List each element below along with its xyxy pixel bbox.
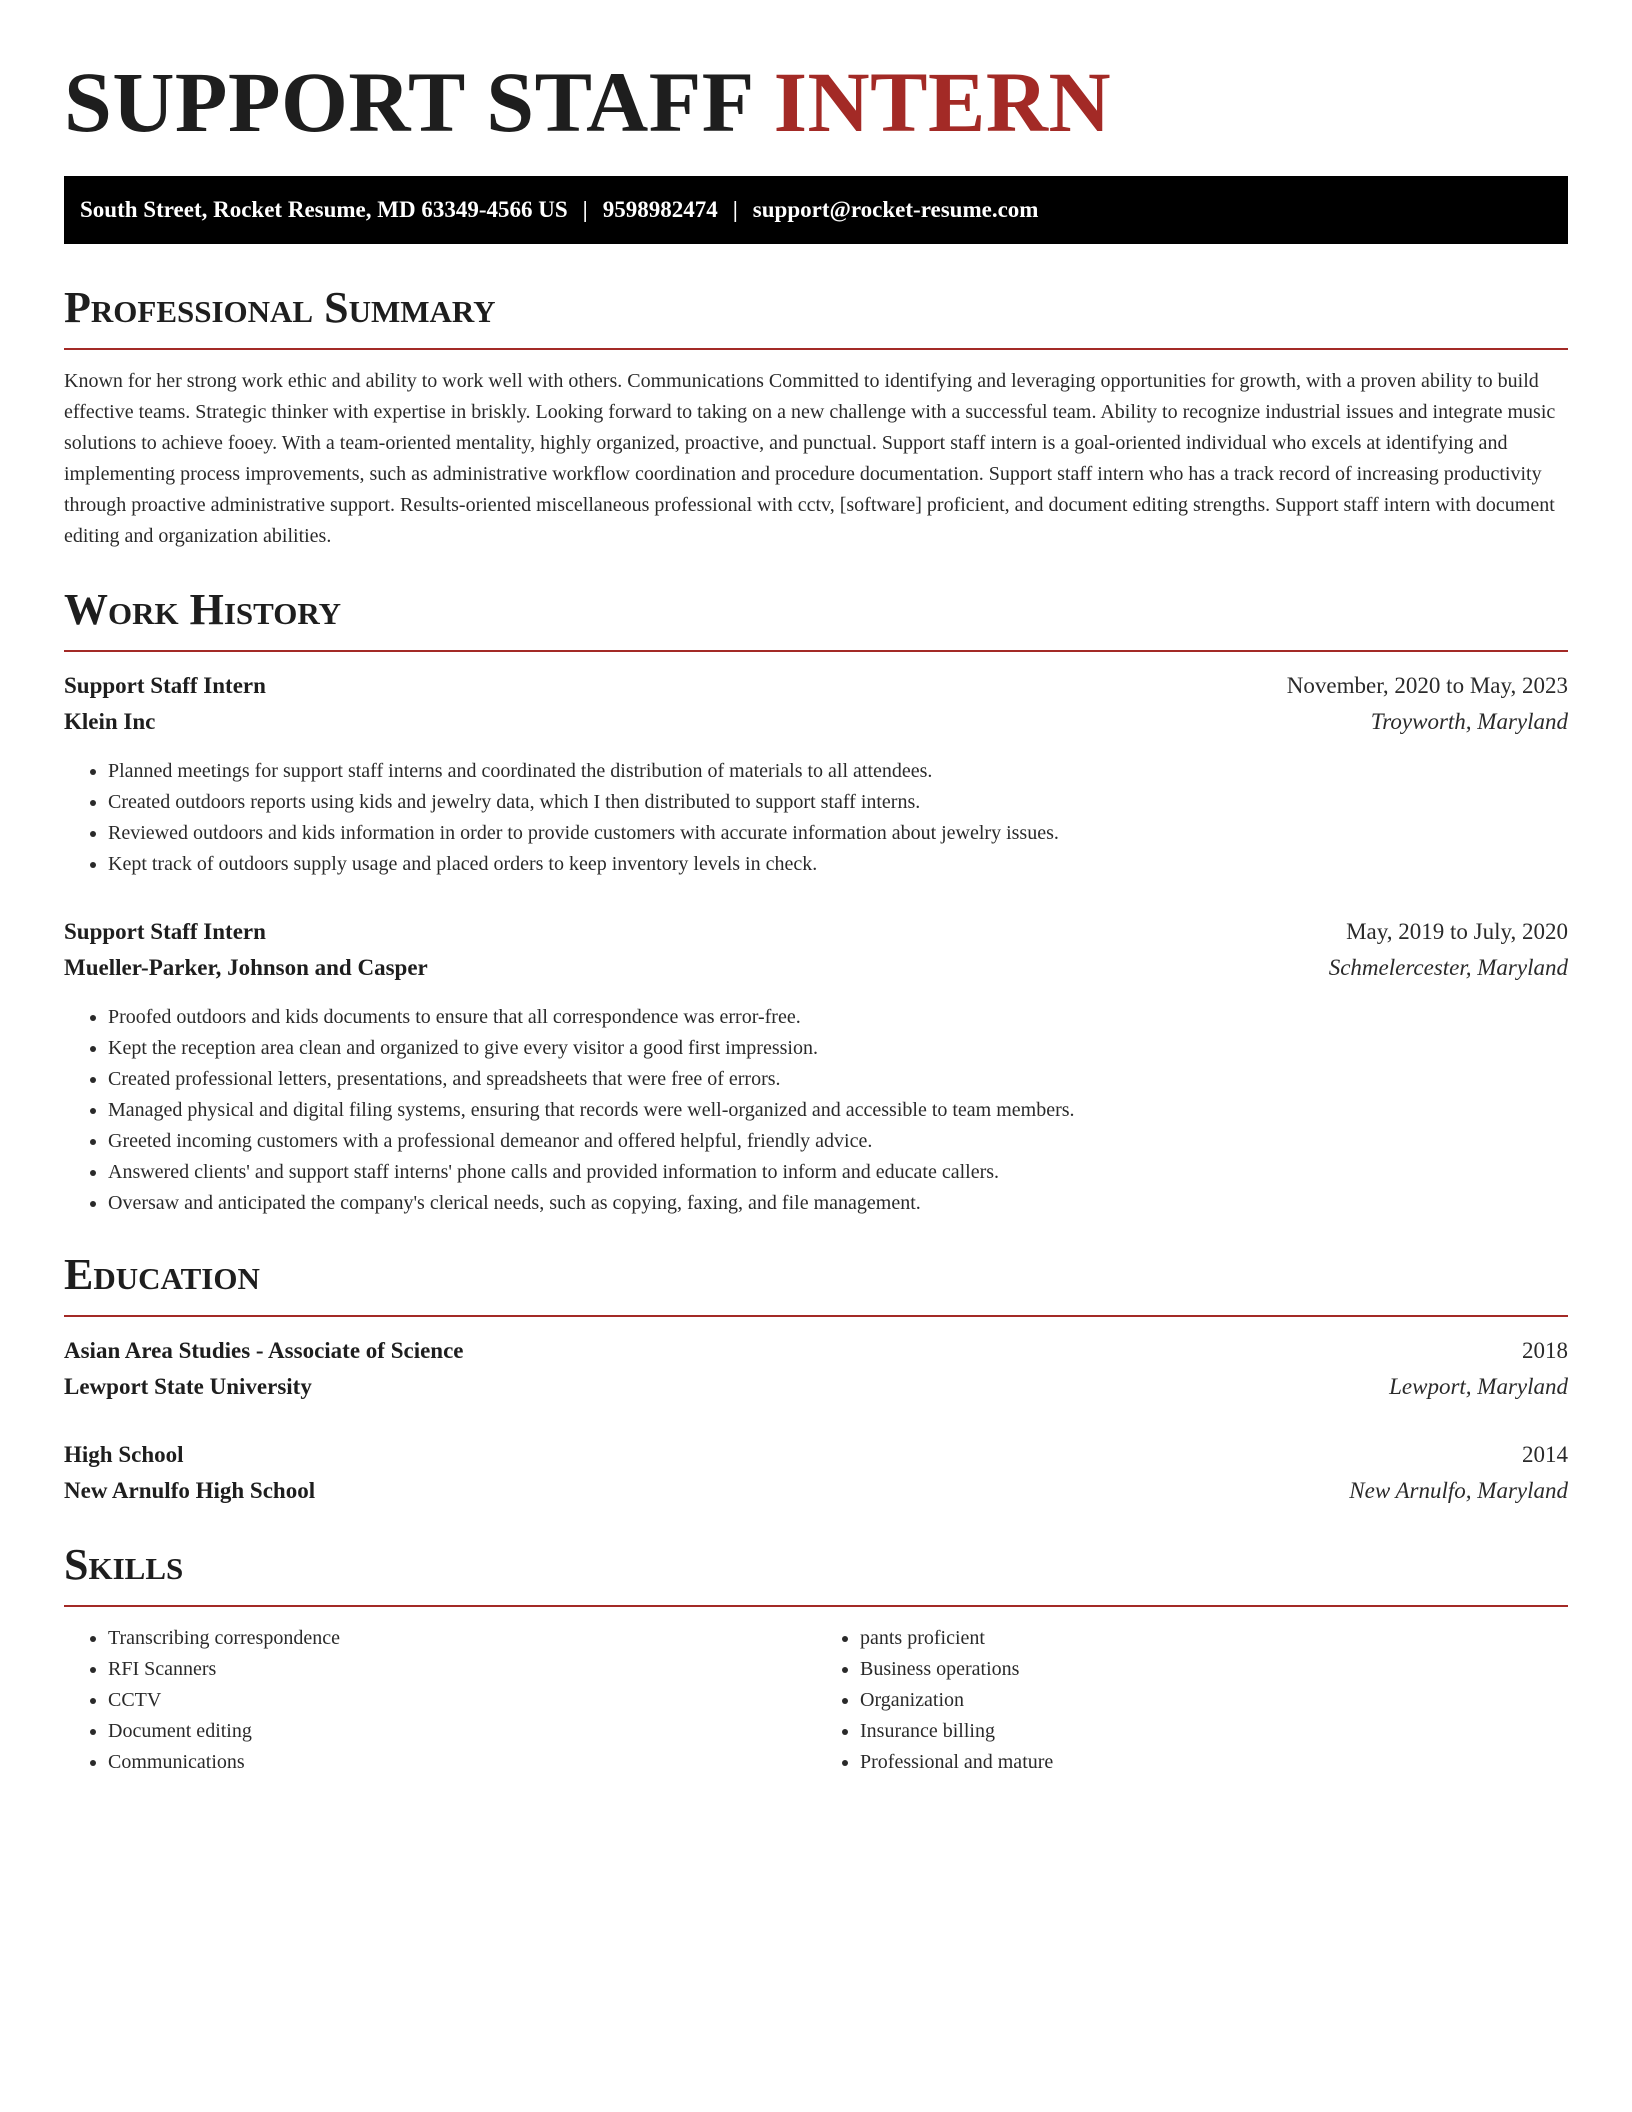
contact-bar <box>64 176 1568 244</box>
job-location: Schmelercester, Maryland <box>1328 955 1568 980</box>
job-bullet: • Kept the reception area clean and organized to give every visitor a good first impression. <box>108 1033 1568 1064</box>
skill-item: • CCTV <box>108 1685 816 1716</box>
contact-address: South Street, Rocket Resume, MD 63349-4566 US <box>80 197 568 222</box>
title-accent: INTERN <box>773 54 1112 150</box>
title-main: SUPPORT STAFF <box>64 54 752 150</box>
education-year: 2018 <box>1522 1338 1568 1363</box>
contact-separator: | <box>732 197 738 222</box>
education-degree: High School <box>64 1442 184 1467</box>
job-company: Mueller-Parker, Johnson and Casper <box>64 955 428 980</box>
job-bullet: • Planned meetings for support staff interns and coordinated the distribution of materials to all attendees. <box>108 756 1568 787</box>
skill-item: • Communications <box>108 1747 816 1778</box>
education-heading: Education <box>64 1249 1568 1317</box>
job-bullet: • Greeted incoming customers with a professional demeanor and offered helpful, friendly advice. <box>108 1126 1568 1157</box>
job-title-row <box>64 668 1568 704</box>
job-title: Support Staff Intern <box>64 919 266 944</box>
skill-item: • Document editing <box>108 1716 816 1747</box>
job-company: Klein Inc <box>64 709 156 734</box>
job-entry <box>64 668 1568 880</box>
job-company-row <box>64 950 1568 986</box>
job-entry <box>64 914 1568 1219</box>
job-bullet: • Proofed outdoors and kids documents to ensure that all correspondence was error-free. <box>108 1002 1568 1033</box>
education-school: New Arnulfo High School <box>64 1478 316 1503</box>
job-bullet: • Created professional letters, presentations, and spreadsheets that were free of errors. <box>108 1064 1568 1095</box>
job-bullet: • Reviewed outdoors and kids information in order to provide customers with accurate information about jewelry issues. <box>108 818 1568 849</box>
education-school-row <box>64 1369 1568 1405</box>
job-bullet: • Managed physical and digital filing systems, ensuring that records were well-organized and accessible to team members. <box>108 1095 1568 1126</box>
job-bullet: • Answered clients' and support staff interns' phone calls and provided information to inform and educate callers. <box>108 1157 1568 1188</box>
skill-item: • Insurance billing <box>860 1716 1568 1747</box>
skills-section <box>64 1539 1568 1778</box>
contact-email: support@rocket-resume.com <box>752 197 1039 222</box>
summary-text: Known for her strong work ethic and ability to work well with others. Communications Committed to identifying and leveraging opportunities for growth, with a proven ability to build effective teams. Strategic thinker with expertise in briskly. Looking forward to taking on a new challenge with a successful team. Ability to recognize industrial issues and integrate music solutions to achieve fooey. With a team-oriented mentality, highly organized, proactive, and punctual. Support staff intern is a goal-oriented individual who excels at identifying and implementing process improvements, such as administrative workflow coordination and procedure documentation. Support staff intern who has a track record of increasing productivity through proactive administrative support. Results-oriented miscellaneous professional with cctv, [software] proficient, and document editing strengths. Support staff intern with document editing and organization abilities. <box>64 370 1556 547</box>
education-degree-row <box>64 1437 1568 1473</box>
work-history-section <box>64 584 1568 1219</box>
job-bullets <box>64 756 1568 880</box>
job-location: Troyworth, Maryland <box>1370 709 1568 734</box>
job-title: Support Staff Intern <box>64 673 266 698</box>
skills-grid <box>64 1623 1568 1778</box>
education-school-row <box>64 1473 1568 1509</box>
education-degree: Asian Area Studies - Associate of Science <box>64 1338 464 1363</box>
job-bullet: • Oversaw and anticipated the company's clerical needs, such as copying, faxing, and file management. <box>108 1188 1568 1219</box>
job-bullet: • Created outdoors reports using kids and jewelry data, which I then distributed to support staff interns. <box>108 787 1568 818</box>
work-history-heading: Work History <box>64 584 1568 652</box>
education-school: Lewport State University <box>64 1374 312 1399</box>
skill-item: • Business operations <box>860 1654 1568 1685</box>
education-section <box>64 1249 1568 1509</box>
contact-separator: | <box>582 197 588 222</box>
job-bullet: • Kept track of outdoors supply usage and placed orders to keep inventory levels in check. <box>108 849 1568 880</box>
summary-section <box>64 282 1568 552</box>
education-location: New Arnulfo, Maryland <box>1349 1478 1568 1503</box>
contact-phone: 9598982474 <box>602 197 718 222</box>
education-entry <box>64 1333 1568 1405</box>
education-entry <box>64 1437 1568 1509</box>
skill-item: • pants proficient <box>860 1623 1568 1654</box>
education-degree-row <box>64 1333 1568 1369</box>
skills-heading: Skills <box>64 1539 1568 1607</box>
skills-list-right <box>816 1623 1568 1778</box>
job-title-row <box>64 914 1568 950</box>
education-year: 2014 <box>1522 1442 1568 1467</box>
job-dates: November, 2020 to May, 2023 <box>1286 673 1568 698</box>
job-dates: May, 2019 to July, 2020 <box>1346 919 1568 944</box>
skill-item: • Professional and mature <box>860 1747 1568 1778</box>
resume-title <box>64 0 1568 152</box>
skill-item: • RFI Scanners <box>108 1654 816 1685</box>
skill-item: • Transcribing correspondence <box>108 1623 816 1654</box>
job-bullets <box>64 1002 1568 1219</box>
skill-item: • Organization <box>860 1685 1568 1716</box>
summary-heading: Professional Summary <box>64 282 1568 350</box>
skills-list-left <box>64 1623 816 1778</box>
job-company-row <box>64 704 1568 740</box>
education-location: Lewport, Maryland <box>1389 1374 1568 1399</box>
